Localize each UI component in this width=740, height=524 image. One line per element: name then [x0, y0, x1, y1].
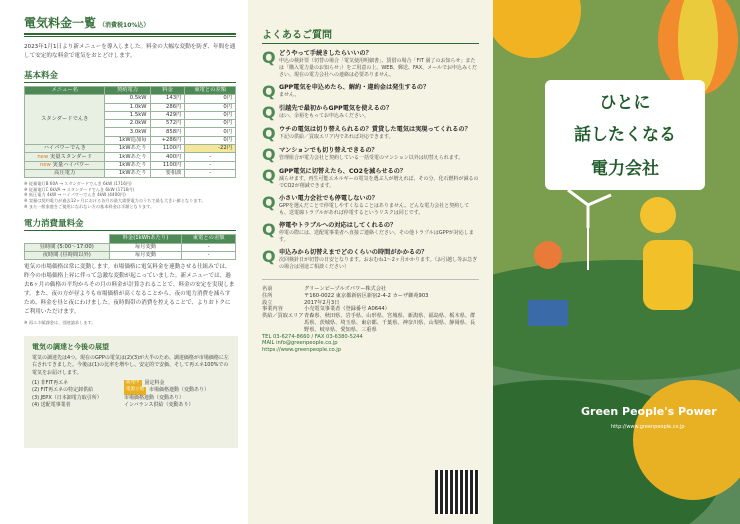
person-dress: [643, 240, 693, 310]
usage-heading: 電力消費量料金: [24, 217, 236, 231]
supply-source: (1) 非FIT再エネ: [32, 379, 69, 386]
capacity-cell: 1.0kW: [105, 103, 150, 111]
diff-cell: -: [182, 243, 236, 251]
table-row: [25, 153, 236, 161]
table-row: [25, 145, 236, 153]
note-line: ※ 低圧電力 4kW → ハイパワーでんき 4kW (4400円): [24, 192, 126, 198]
diff-cell: -: [182, 251, 236, 259]
faq-answer: 申込の検針票（切替の場合「電気使用明細書」、賃借の場合「FIT 満了のお知らせ」または「購入電力量のお知らせ」）をご用意の上、WEB、郵送、FAX、メールでお申込みください。現在の電力会社への連絡は必要ありません。: [279, 58, 478, 78]
faq-question: GPP電気を申込めたら、解約・違約金は発生するの？: [279, 84, 430, 91]
supply-item: [32, 380, 230, 388]
q-mark-icon: Q: [262, 220, 276, 239]
info-label: 事業内容: [262, 306, 283, 313]
table-row: [25, 95, 236, 103]
usage-note: ※ 再エネ賦課金は、別途請求します。: [24, 320, 96, 326]
supply-tag: 開発中: [124, 380, 142, 388]
faq-question: 引越先で最初からGPP電気を使えるの？: [279, 105, 393, 112]
table-header: メニュー名: [25, 87, 105, 95]
table-header: [25, 235, 110, 243]
q-mark-icon: Q: [262, 145, 276, 164]
diff-cell: 0円: [185, 103, 236, 111]
faq-item: [262, 249, 479, 271]
rate-cell: 毎月変動: [109, 243, 182, 251]
menu-name-cell: スタンダードでんき: [25, 95, 105, 145]
faq-item: [262, 50, 479, 79]
faq-body: [279, 105, 392, 121]
person-head-icon: [640, 197, 676, 233]
faq-answer: GPPを選んだことで停電しやすくなることはありません。どんな電力会社と契約しても、送電線トラブルがあれば停電するというリスクは同じです。: [279, 203, 470, 216]
faq-body: [279, 147, 463, 163]
usage-text: 電気の市場価格は常に変動します。市場価格に電気料金を連動させる仕組みでは、昨今の市場価格上昇に伴って急激な変動が起こっていました。新メニューでは、過去6ヶ月の価格の平均からその月の料金が計算されることで、料金の安定を実現します。また、夜の方が昼よりも市場価格が高くなることから、夜の電力消費を減らすため、料金を昼と夜にわけました。夜時間帯の消費を控えることで、よりおトクにご利用いただけます。: [24, 264, 235, 316]
capacity-cell: 3.0kW: [105, 128, 150, 136]
price-cell: 400円: [150, 153, 185, 161]
company-info: [262, 279, 479, 354]
price-cell: +286円: [150, 136, 185, 144]
title-note: （消費税10%込）: [99, 22, 150, 29]
table-header: 東電との差額: [182, 235, 236, 243]
new-badge: new: [37, 153, 49, 160]
supply-item: [32, 387, 230, 395]
info-label: 供給／買取エリア: [262, 313, 304, 320]
supply-title: 電気の調達と今後の展望: [32, 342, 109, 351]
cover-title: [545, 80, 705, 190]
capacity-cell: 1kWあたり: [105, 153, 150, 161]
capacity-cell: 1kW追加毎: [105, 136, 150, 144]
diff-cell: -22円: [185, 145, 236, 153]
title-rule-2: [24, 36, 236, 37]
info-label: 住所: [262, 292, 273, 299]
page-title: [24, 14, 236, 31]
table-row: [25, 161, 236, 169]
supply-price-type: 市場価格連動（変動あり）: [124, 394, 185, 401]
q-mark-icon: Q: [262, 166, 276, 185]
table-row: [25, 169, 236, 177]
table-header: 料金(1kWhあたり): [109, 235, 182, 243]
cover-line-1: ひとに: [599, 93, 651, 113]
cover-line-2: 話したくなる: [574, 125, 676, 145]
faq-item: [262, 195, 479, 217]
price-cell: 429円: [150, 111, 185, 119]
menu-name-cell: 高圧電力: [25, 169, 105, 177]
supply-price-type: インバランス供給（変動あり）: [124, 402, 194, 409]
contact-phone: TEL 03-6274-8660 / FAX 03-6380-5244: [262, 333, 363, 340]
rate-cell: 毎月変動: [109, 251, 182, 259]
price-cell: 1100円: [150, 145, 185, 153]
info-value: グリーンピープルズパワー株式会社: [304, 286, 387, 292]
faq-rule: [262, 43, 479, 44]
q-mark-icon: Q: [262, 48, 276, 67]
brand-url[interactable]: http://www.greenpeople.co.jp: [611, 424, 685, 430]
faq-question: マンションでも切り替えできるの？: [279, 147, 378, 154]
capacity-cell: 1kWあたり: [105, 161, 150, 169]
table-header: 東電との差額: [185, 87, 236, 95]
info-value: 2017年2月3日: [304, 299, 340, 306]
table-header-row: [25, 87, 236, 95]
menu-name-cell: new 実量スタンダード: [25, 153, 105, 161]
faq-list: [262, 50, 479, 271]
diff-cell: -: [185, 169, 236, 177]
diff-cell: 0円: [185, 95, 236, 103]
price-cell: 1100円: [150, 161, 185, 169]
price-cell: 572円: [150, 120, 185, 128]
time-cell: 夜時間 (昼時間以外): [25, 251, 110, 259]
supply-source: (4) 送配電事業者: [32, 402, 71, 409]
faq-item: [262, 126, 479, 142]
faq-answer: 下記の供給／買取エリア内であれば対応できます。: [279, 134, 394, 140]
info-label: 設立: [262, 299, 273, 306]
qr-code: [435, 470, 479, 514]
diff-cell: -: [185, 161, 236, 169]
price-cell: 要相談: [150, 169, 185, 177]
diff-cell: -: [185, 153, 236, 161]
child-head-icon: [534, 241, 562, 269]
table-row: [25, 243, 236, 251]
supply-text: 電気の調達先は4つ。現在のGPPの電気は(2)(3)が大半のため、調達価格が市場価格に左右されてきました。今後は(1)の比率を増やし、安定的で安価、そして再エネ100%での電気をお届けします。: [32, 354, 229, 376]
title-rule: [24, 33, 236, 35]
info-label: 名前: [262, 286, 273, 292]
capacity-cell: 1.5kW: [105, 111, 150, 119]
supply-source: (3) JEPX（日本卸電力取引所）: [32, 394, 102, 401]
supply-list: [32, 380, 230, 410]
cover-illustration: [493, 0, 740, 524]
diff-cell: 0円: [185, 136, 236, 144]
faq-body: [279, 84, 429, 100]
capacity-cell: 2.0kW: [105, 120, 150, 128]
table-header-row: [25, 235, 236, 243]
capacity-cell: 1kWあたり: [105, 169, 150, 177]
table-header: 料金: [150, 87, 185, 95]
faq-answer: 停電の際には、送配電事業者へ直接ご連絡ください。その他トラブルはGPPが対応します。: [279, 230, 474, 243]
q-mark-icon: Q: [262, 82, 276, 101]
info-value: 〒160-0022 東京都新宿区新宿2-4-2 カーザ御苑903: [304, 292, 429, 299]
faq-item: [262, 84, 479, 100]
faq-question: 申込みから切替えまでどのくらいの時間がかかるの？: [279, 249, 428, 256]
price-cell: 143円: [150, 95, 185, 103]
capacity-cell: 1kWあたり: [105, 145, 150, 153]
note-line: ※ 実量は契約電力が過去12ヶ月における各月の最大需要電力のうちで最も大きい値となります。: [24, 198, 206, 204]
faq-body: [279, 168, 479, 190]
info-value: 小売電気事業者（登録番号 A0644）: [304, 306, 390, 313]
faq-item: [262, 147, 479, 163]
faq-panel: [248, 0, 493, 524]
faq-answer: はい、余裕をもってお申込みください。: [279, 113, 370, 119]
q-mark-icon: Q: [262, 103, 276, 122]
faq-question: 停電やトラブルへの対応はしてくれるの？: [279, 222, 397, 229]
basic-notes: [24, 181, 236, 209]
faq-answer: 次回検針日が切替の日安となります。おおむね1〜2ヶ月かかります。（お引越し等お急ぎの場合は別途ご相談ください）: [279, 257, 478, 270]
supply-tag: 電源立地: [124, 387, 146, 395]
faq-item: [262, 105, 479, 121]
faq-item: [262, 222, 479, 244]
faq-title: よくあるご質問: [262, 30, 332, 41]
note-line: ※ 従量電灯C 6kVA → スタンダードでんき 6kW (1716円): [24, 186, 135, 192]
table-header: 契約電力: [105, 87, 150, 95]
menu-name-cell: new 実量ハイパワー: [25, 161, 105, 169]
price-panel: [0, 0, 248, 524]
supply-box: [24, 336, 238, 448]
price-cell: 286円: [150, 103, 185, 111]
faq-question: 小さい電力会社でも停電しないの？: [279, 195, 378, 202]
note-line: ※ また一般家庭をご使用になれない方の基本料金は半額となります。: [24, 203, 155, 209]
cover-line-3: 電力会社: [591, 159, 659, 179]
faq-item: [262, 168, 479, 190]
faq-answer: 減らせます。再生可能エネルギーの電気を選ぶ人が増えれば、その分、化石燃料が減るのでCO2が削減できます。: [279, 176, 479, 189]
faq-question: ウチの電気は切り替えられるの？賃貸した電気は実現ってくれるの？: [279, 126, 471, 133]
supply-source: (2) FIT再エネの特定卸供給: [32, 387, 94, 394]
laptop-icon: [528, 300, 568, 326]
basic-heading: 基本料金: [24, 69, 236, 83]
faq-answer: ません。: [279, 92, 300, 98]
q-mark-icon: Q: [262, 193, 276, 212]
contact-mail[interactable]: MAIL info@greenpeople.co.jp: [262, 340, 338, 347]
supply-price-type: 固定料金: [144, 379, 165, 386]
faq-answer: 管理組合が電力会社と契約している一括受電のマンション以外は切替えられます。: [279, 155, 464, 161]
diff-cell: 0円: [185, 120, 236, 128]
note-line: ※ 従量電灯B 60A → スタンダードでんき 6kW (1716円): [24, 181, 132, 187]
faq-body: [279, 126, 471, 142]
brand-logo: Green People's Power: [581, 405, 717, 418]
new-badge: new: [39, 161, 51, 168]
faq-body: [279, 249, 479, 271]
price-cell: 858円: [150, 128, 185, 136]
intro-text: 2023年1月1日より新メニューを導入しました。料金の大幅な変動を防ぎ、年間を通して安定的な料金で電気をおとどけします。: [24, 44, 236, 59]
menu-name-cell: ハイパワーでんき: [25, 145, 105, 153]
table-row: [25, 251, 236, 259]
diff-cell: 0円: [185, 128, 236, 136]
q-mark-icon: Q: [262, 247, 276, 266]
supply-item: [32, 402, 230, 410]
q-mark-icon: Q: [262, 124, 276, 143]
diff-cell: 0円: [185, 111, 236, 119]
title-text: 電気料金一覧: [24, 16, 97, 30]
capacity-cell: 0.5kW: [105, 95, 150, 103]
cover-panel: [493, 0, 740, 524]
faq-question: GPP電気に切替えたら、CO2を減らせるの？: [279, 168, 407, 175]
faq-body: [279, 222, 479, 244]
faq-question: どうやって手続きしたらいいの？: [279, 50, 372, 57]
faq-body: [279, 50, 479, 79]
contact-url[interactable]: https://www.greenpeople.co.jp: [262, 347, 342, 354]
faq-body: [279, 195, 479, 217]
time-cell: 昼時間 (5:00〜17:00): [25, 243, 110, 251]
supply-price-type: 市場価格連動（変動あり）: [149, 387, 210, 394]
info-value: 青森県、秋田県、岩手県、山形県、宮城県、新潟県、福島県、栃木県、群馬県、茨城県、埼玉県、東京都、千葉県、神奈川県、山梨県、静岡県、長野県、岐阜県、愛知県、三重県: [304, 313, 476, 333]
basic-table: [24, 86, 236, 178]
usage-table: [24, 234, 236, 260]
